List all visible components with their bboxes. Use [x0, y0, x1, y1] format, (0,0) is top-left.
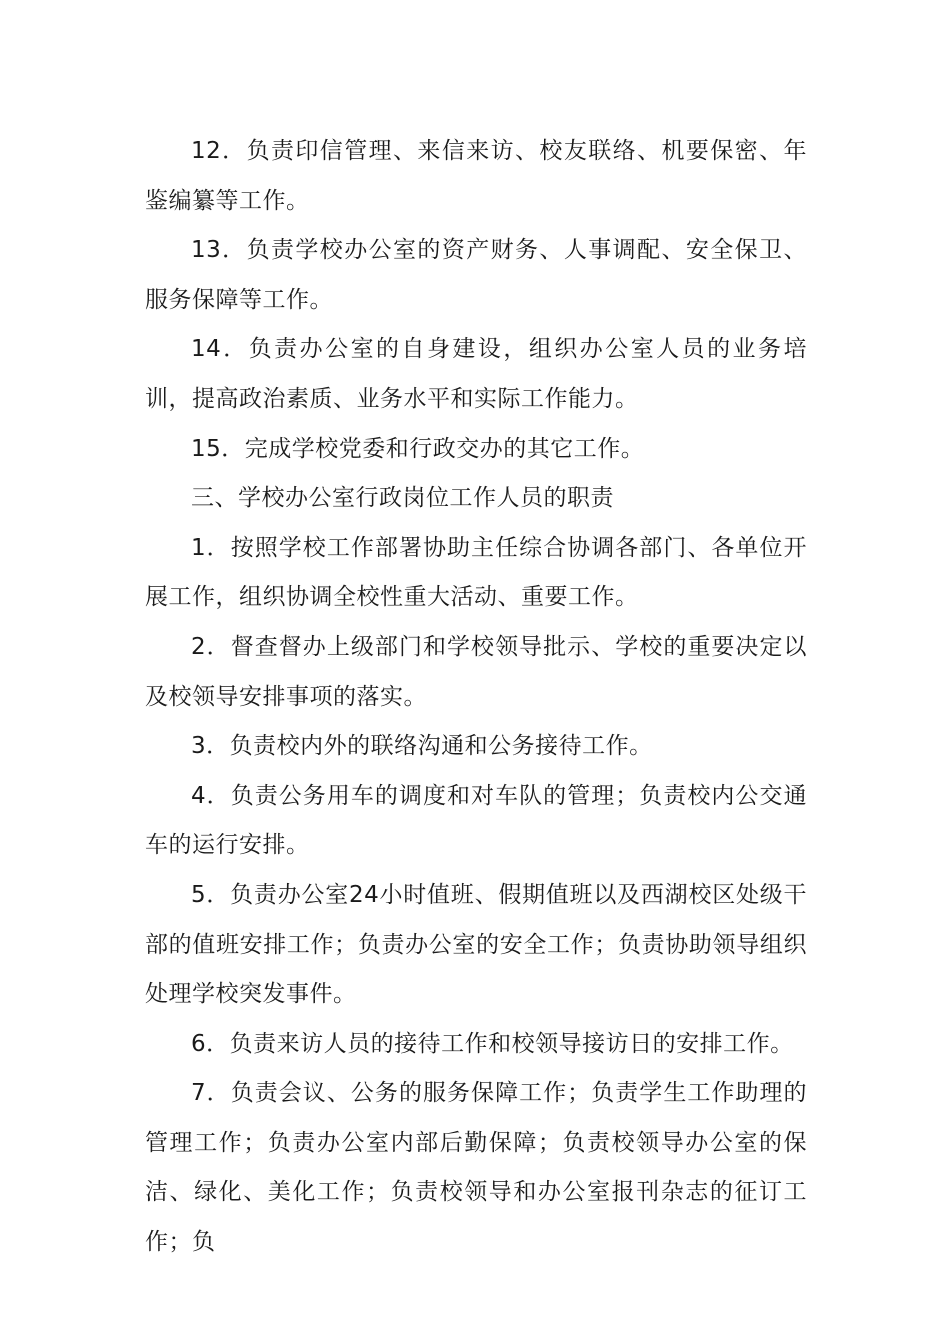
paragraph-item-13: 13．负责学校办公室的资产财务、人事调配、安全保卫、服务保障等工作。	[145, 237, 807, 313]
duty-item-1: 1．按照学校工作部署协助主任综合协调各部门、各单位开展工作，组织协调全校性重大活动、重要工作。	[145, 534, 807, 611]
duty-item-5: 5．负责办公室24小时值班、假期值班以及西湖校区处级干部的值班安排工作；负责办公室的安全工作；负责协助领导组织处理学校突发事件。	[145, 881, 807, 1008]
duty-item-2: 2．督查督办上级部门和学校领导批示、学校的重要决定以及校领导安排事项的落实。	[145, 633, 807, 710]
paragraph-item-14: 14．负责办公室的自身建设，组织办公室人员的业务培训，提高政治素质、业务水平和实际工作能力。	[145, 336, 807, 412]
duty-item-6: 6．负责来访人员的接待工作和校领导接访日的安排工作。	[191, 1030, 794, 1057]
duty-item-3: 3．负责校内外的联络沟通和公务接待工作。	[191, 733, 653, 760]
paragraph-item-12: 12．负责印信管理、来信来访、校友联络、机要保密、年鉴编纂等工作。	[145, 138, 807, 214]
duty-item-7: 7．负责会议、公务的服务保障工作；负责学生工作助理的管理工作；负责办公室内部后勤保障；负责校领导办公室的保洁、绿化、美化工作；负责校领导和办公室报刊杂志的征订工作；负	[145, 1080, 807, 1256]
paragraph-item-15: 15．完成学校党委和行政交办的其它工作。	[191, 435, 645, 462]
document-body	[145, 127, 807, 1268]
section-heading-3: 三、学校办公室行政岗位工作人员的职责	[191, 485, 614, 512]
duty-item-4: 4．负责公务用车的调度和对车队的管理；负责校内公交通车的运行安排。	[145, 782, 807, 859]
